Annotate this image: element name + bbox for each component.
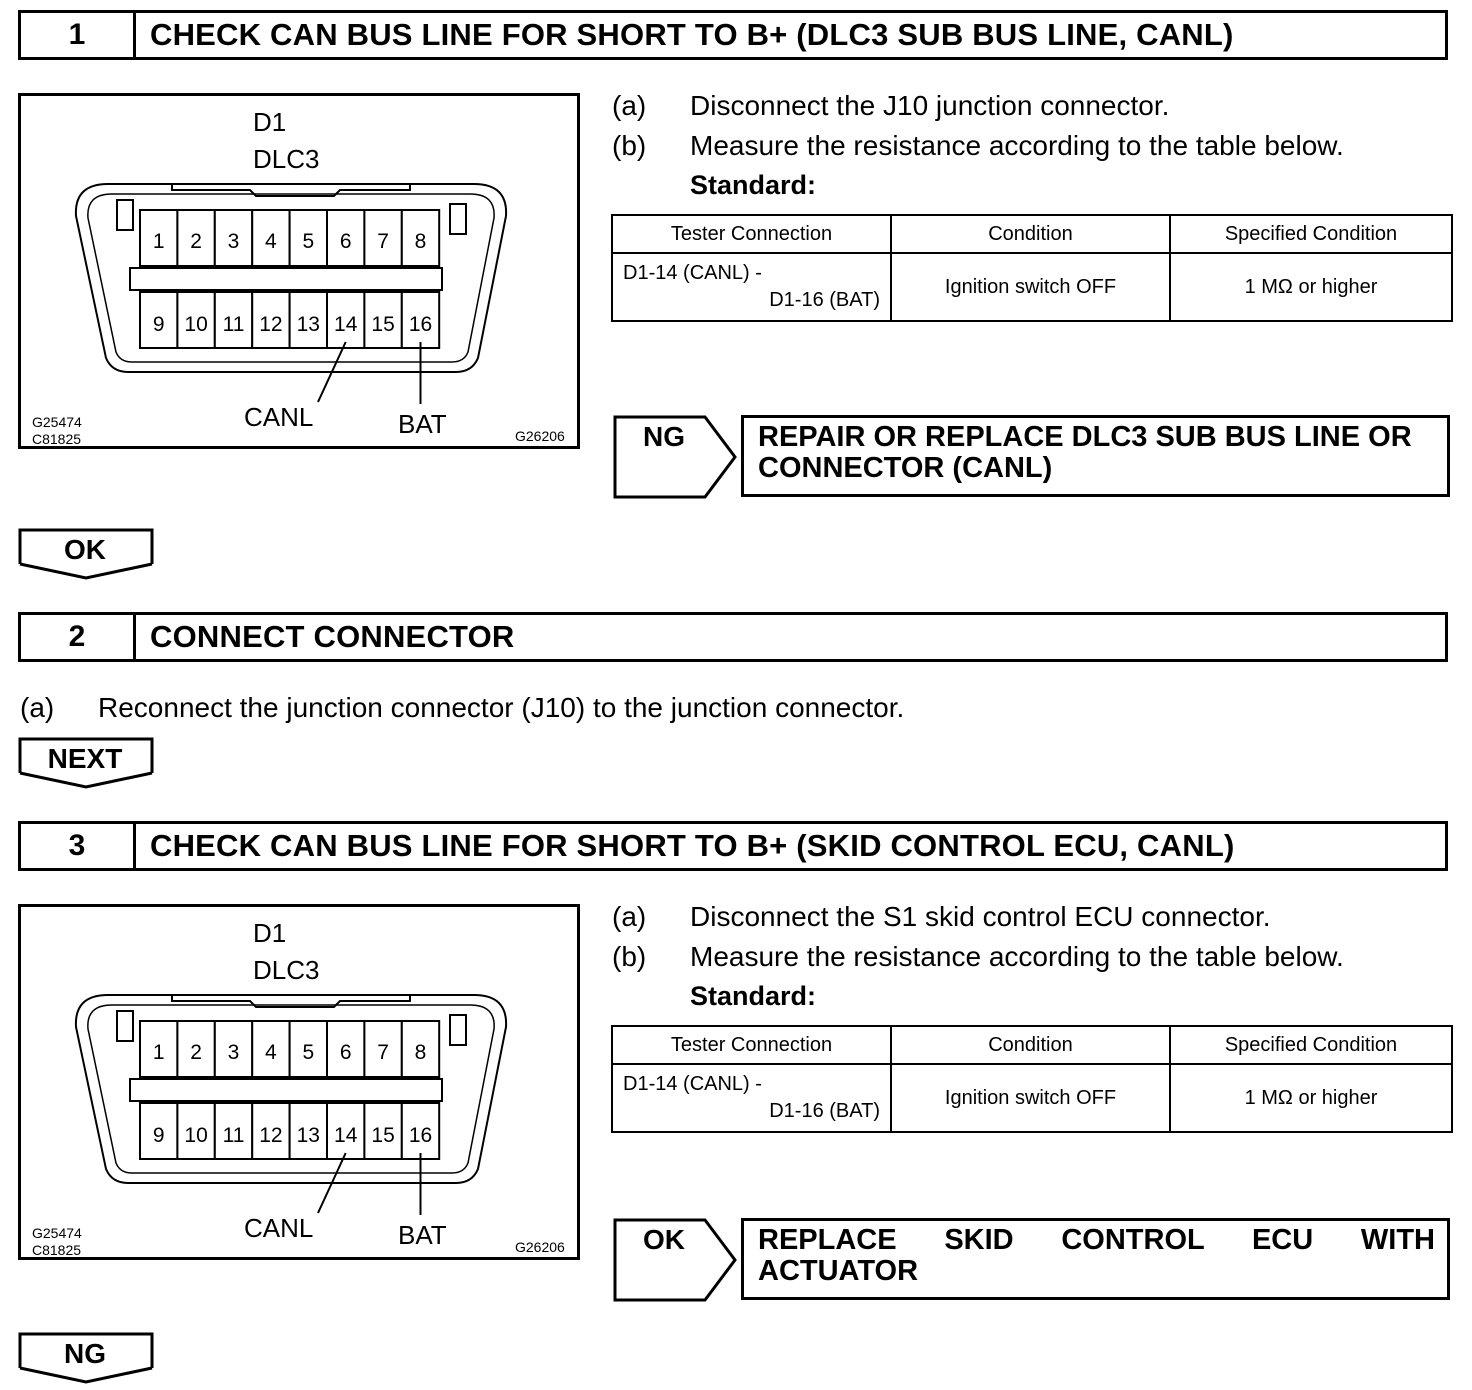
- pin-number: 5: [302, 230, 315, 253]
- step-title: CHECK CAN BUS LINE FOR SHORT TO B+ (SKID CONTROL ECU, CANL): [150, 828, 1235, 863]
- pin-number: 4: [265, 1041, 277, 1064]
- tester-connection-cell: [612, 1064, 891, 1132]
- latch-left: [117, 1011, 133, 1041]
- bat-label: BAT: [398, 409, 447, 439]
- specified-condition-cell: 1 MΩ or higher: [1170, 253, 1452, 321]
- instruction-text: Disconnect the S1 skid control ECU connector.: [690, 901, 1271, 932]
- pin-number: 11: [222, 313, 245, 336]
- pin-number: 6: [339, 1041, 352, 1064]
- pin-number: 13: [296, 313, 320, 336]
- step-number: 1: [21, 13, 136, 57]
- tester-connection-line: D1-14 (CANL) -: [623, 1073, 762, 1095]
- table-header-row: [612, 1026, 1452, 1064]
- pin-number: 12: [259, 1124, 283, 1147]
- tester-connection-line: D1-14 (CANL) -: [623, 262, 762, 284]
- specified-condition-cell: 1 MΩ or higher: [1170, 1064, 1452, 1132]
- tester-connection-cell: [612, 253, 891, 321]
- latch-right: [450, 204, 466, 234]
- pin-number: 8: [414, 1041, 427, 1064]
- pin-number: 13: [296, 1124, 320, 1147]
- figure-code: G25474: [32, 1225, 82, 1241]
- ok-result-tag: [613, 1218, 741, 1302]
- pin-number: 12: [259, 313, 283, 336]
- pin-number: 15: [371, 313, 395, 336]
- divider-bar: [130, 1079, 442, 1101]
- column-header: Tester Connection: [612, 215, 891, 253]
- pin-number: 16: [408, 313, 433, 336]
- standard-label: Standard:: [690, 981, 817, 1011]
- instruction-b: [612, 941, 1452, 975]
- pin-number: 8: [414, 230, 427, 253]
- tester-connection-line: D1-16 (BAT): [769, 289, 880, 311]
- column-header: Condition: [891, 215, 1170, 253]
- step-3-header: [18, 821, 1448, 871]
- step-number: 3: [21, 824, 136, 868]
- latch-right: [450, 1015, 466, 1045]
- spec-table: [611, 214, 1453, 322]
- figure-code: G26206: [515, 428, 565, 444]
- ok-flow-arrow: [18, 528, 156, 580]
- figure-code: C81825: [32, 431, 82, 446]
- instruction-label: (a): [612, 901, 647, 932]
- result-tag-label: NG: [643, 421, 685, 452]
- column-header: Specified Condition: [1170, 1026, 1452, 1064]
- pin-number: 15: [371, 1124, 395, 1147]
- figure-code: G26206: [515, 1239, 565, 1255]
- pin-number: 6: [339, 230, 352, 253]
- figure-code: G25474: [32, 414, 82, 430]
- repair-action-box: REPAIR OR REPLACE DLC3 SUB BUS LINE OR CONNECTOR (CANL): [741, 415, 1450, 497]
- canl-label: CANL: [244, 1213, 314, 1243]
- instruction-a: [20, 692, 1020, 726]
- pin-number: 2: [190, 1041, 202, 1064]
- flow-label: NEXT: [47, 743, 123, 774]
- latch-left: [117, 200, 133, 230]
- pin-number: 10: [184, 1124, 208, 1147]
- condition-cell: Ignition switch OFF: [891, 253, 1170, 321]
- result-tag-label: OK: [643, 1224, 685, 1255]
- next-flow-arrow: [18, 737, 156, 789]
- column-header: Specified Condition: [1170, 215, 1452, 253]
- bat-label: BAT: [398, 1220, 447, 1250]
- dlc3-connector-diagram: [18, 93, 580, 449]
- pin-number: 14: [334, 1124, 358, 1147]
- ng-result-tag: [613, 415, 741, 499]
- connector-drawing: [21, 96, 577, 446]
- pin-number: 4: [265, 230, 277, 253]
- instruction-b: [612, 130, 1452, 164]
- pin-number: 11: [222, 1124, 245, 1147]
- divider-bar: [130, 268, 442, 290]
- table-header-row: [612, 215, 1452, 253]
- step-number: 2: [21, 615, 136, 659]
- instruction-label: (b): [612, 130, 647, 161]
- step-1-header: [18, 10, 1448, 60]
- step-title: CHECK CAN BUS LINE FOR SHORT TO B+ (DLC3 SUB BUS LINE, CANL): [150, 17, 1234, 52]
- connector-name-label: DLC3: [253, 955, 320, 985]
- connector-id-label: D1: [253, 918, 287, 948]
- spec-table: [611, 1025, 1453, 1133]
- pin-number: 5: [302, 1041, 315, 1064]
- instruction-text: Measure the resistance according to the table below.: [690, 941, 1344, 972]
- column-header: Condition: [891, 1026, 1170, 1064]
- pin-number: 9: [152, 1124, 165, 1147]
- connector-id-label: D1: [253, 107, 287, 137]
- figure-code: C81825: [32, 1242, 82, 1257]
- column-header: Tester Connection: [612, 1026, 891, 1064]
- canl-label: CANL: [244, 402, 314, 432]
- tester-connection-line: D1-16 (BAT): [769, 1100, 880, 1122]
- instruction-a: [612, 90, 1452, 124]
- condition-cell: Ignition switch OFF: [891, 1064, 1170, 1132]
- flow-label: OK: [64, 534, 106, 565]
- step-title: CONNECT CONNECTOR: [150, 619, 515, 654]
- pin-number: 16: [408, 1124, 433, 1147]
- pin-number: 3: [227, 1041, 240, 1064]
- table-row: [612, 1064, 1452, 1132]
- instruction-a: [612, 901, 1452, 935]
- pin-number: 3: [227, 230, 240, 253]
- flow-label: NG: [64, 1338, 106, 1369]
- pin-number: 7: [377, 230, 389, 253]
- pin-number: 14: [334, 313, 358, 336]
- pin-number: 1: [152, 1041, 165, 1064]
- instruction-label: (a): [612, 90, 647, 121]
- connector-drawing: [21, 907, 577, 1257]
- pin-number: 10: [184, 313, 208, 336]
- instruction-text: Reconnect the junction connector (J10) to the junction connector.: [98, 692, 905, 723]
- pin-number: 1: [152, 230, 165, 253]
- table-row: [612, 253, 1452, 321]
- standard-label: Standard:: [690, 170, 817, 200]
- connector-name-label: DLC3: [253, 144, 320, 174]
- instruction-text: Disconnect the J10 junction connector.: [690, 90, 1170, 121]
- pin-number: 7: [377, 1041, 389, 1064]
- instruction-text: Measure the resistance according to the table below.: [690, 130, 1344, 161]
- pin-number: 2: [190, 230, 202, 253]
- step-2-header: [18, 612, 1448, 662]
- instruction-label: (b): [612, 941, 647, 972]
- dlc3-connector-diagram: [18, 904, 580, 1260]
- replace-action-box: REPLACE SKID CONTROL ECU WITH ACTUATOR: [741, 1218, 1450, 1300]
- instruction-label: (a): [20, 692, 55, 723]
- pin-number: 9: [152, 313, 165, 336]
- ng-flow-arrow: [18, 1332, 156, 1384]
